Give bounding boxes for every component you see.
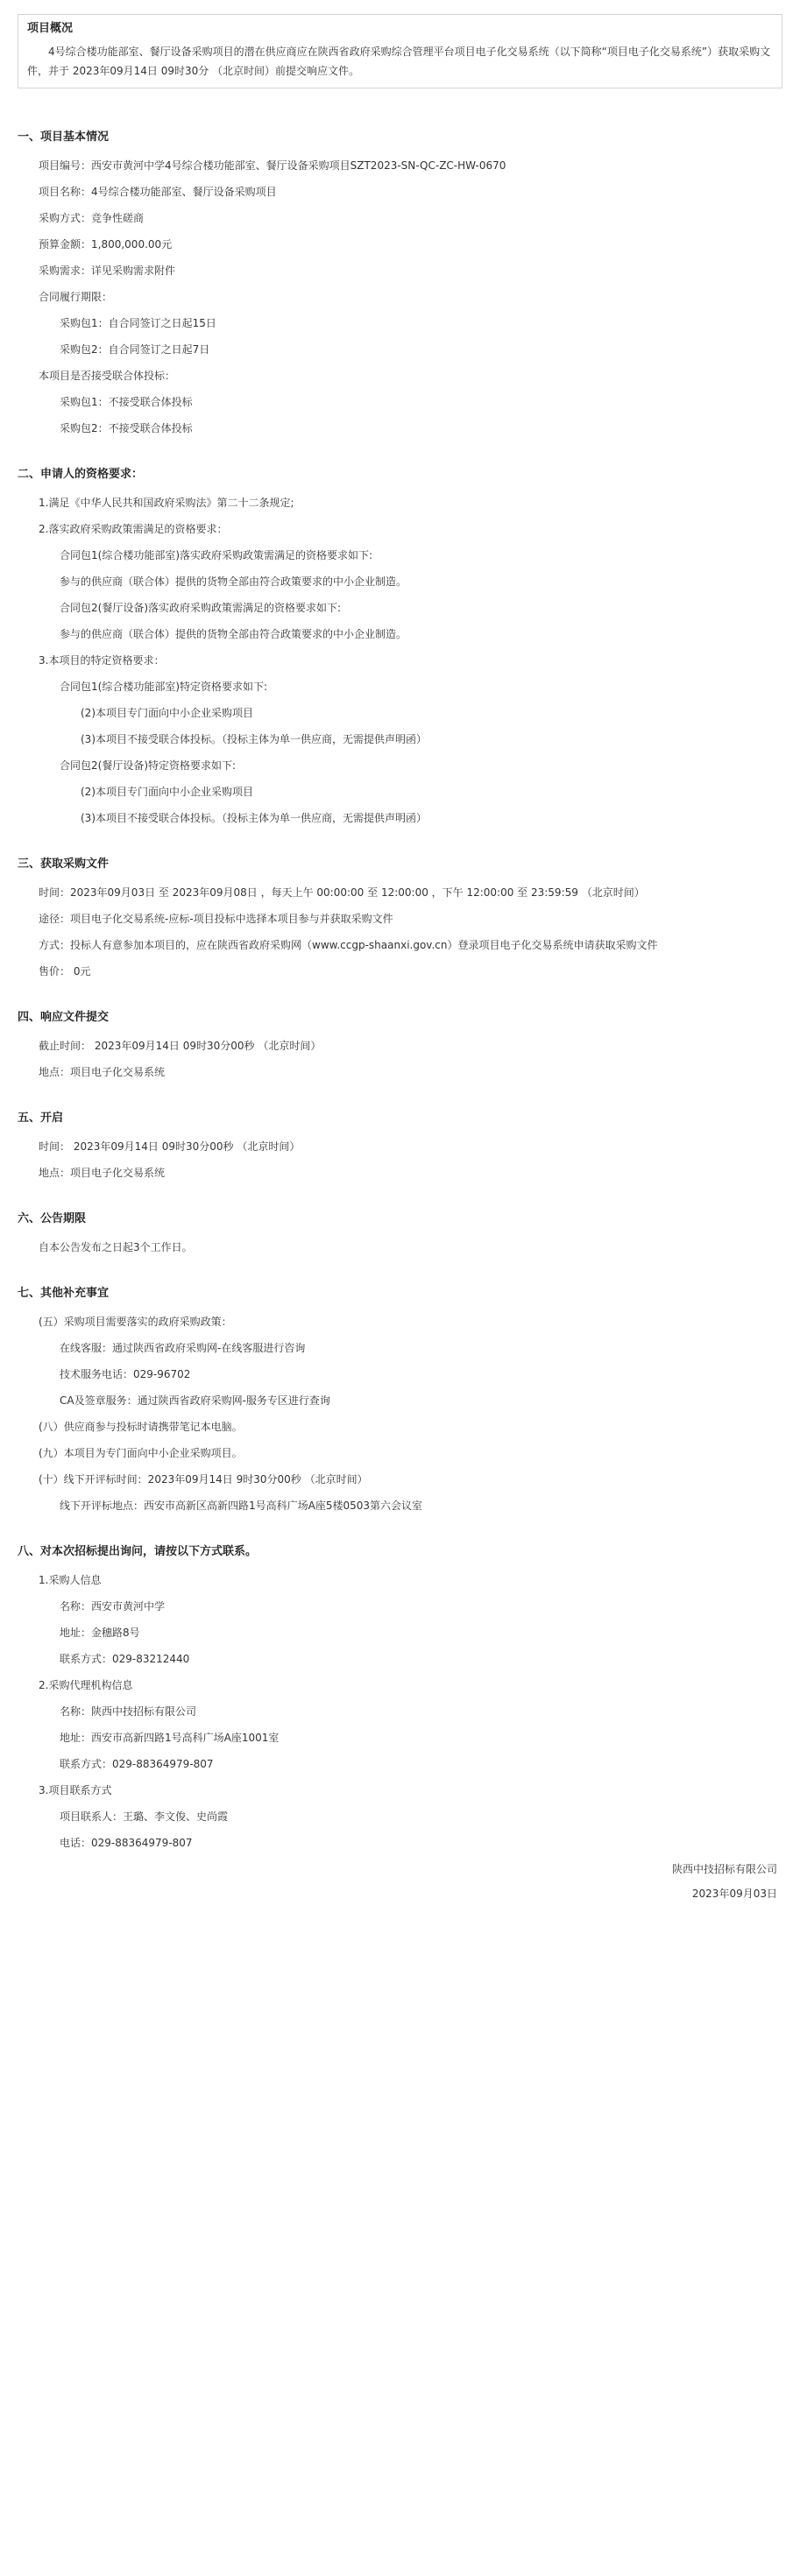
procurement-method: 采购方式：竞争性磋商	[39, 212, 145, 224]
opening-time: 时间： 2023年09月14日 09时30分00秒 （北京时间）	[39, 1140, 301, 1153]
obtain-time: 时间：2023年09月03日 至 2023年09月08日 ，每天上午 00:00:00 至 12:00:00 ，下午 12:00:00 至 23:59:59 （北京时间）	[39, 886, 645, 899]
submission-location: 地点：项目电子化交易系统	[39, 1066, 166, 1078]
other-item: (五）采购项目需要落实的政府采购政策：	[39, 1316, 232, 1328]
section-contacts	[18, 1542, 782, 1851]
agency-phone: 联系方式：029-88364979-807	[60, 1758, 214, 1770]
submission-deadline: 截止时间： 2023年09月14日 09时30分00秒 （北京时间）	[39, 1040, 322, 1052]
signature-date: 2023年09月03日	[691, 1888, 777, 1900]
budget-amount: 预算金额：1,800,000.00元	[39, 238, 173, 251]
purchaser-phone: 联系方式：029-83212440	[60, 1653, 190, 1665]
purchaser-name: 名称：西安市黄河中学	[60, 1600, 166, 1613]
section-title: 六、公告期限	[18, 1212, 87, 1225]
project-name: 项目名称：4号综合楼功能部室、餐厅设备采购项目	[39, 186, 277, 198]
opening-location: 地点：项目电子化交易系统	[39, 1167, 166, 1179]
qualification-item: 2.落实政府采购政策需满足的资格要求：	[39, 523, 228, 535]
project-contact-person: 项目联系人：王璐、李文俊、史尚霞	[60, 1810, 229, 1823]
qualification-item: (2)本项目专门面向中小企业采购项目	[81, 707, 253, 719]
contract-period-package2: 采购包2：自合同签订之日起7日	[60, 343, 210, 356]
contact-heading: 3.项目联系方式	[39, 1784, 112, 1796]
section-title: 一、项目基本情况	[18, 131, 110, 144]
section-other-matters	[18, 1283, 782, 1514]
section-opening	[18, 1108, 782, 1181]
section-submission	[18, 1007, 782, 1080]
section-title: 三、获取采购文件	[18, 857, 110, 871]
signature-company: 陕西中技招标有限公司	[671, 1863, 777, 1875]
contact-heading: 2.采购代理机构信息	[39, 1679, 133, 1691]
consortium-package1: 采购包1：不接受联合体投标	[60, 396, 193, 408]
qualification-item: 参与的供应商（联合体）提供的货物全部由符合政策要求的中小企业制造。	[60, 575, 407, 588]
contact-heading: 1.采购人信息	[39, 1574, 102, 1586]
obtain-method: 方式：投标人有意参加本项目的，应在陕西省政府采购网（www.ccgp-shaanxi.gov.cn）登录项目电子化交易系统申请获取采购文件	[39, 939, 658, 951]
signature-block	[18, 1861, 782, 1902]
section-title: 五、开启	[18, 1112, 64, 1125]
qualification-item: 合同包2(餐厅设备)特定资格要求如下:	[60, 759, 237, 772]
overview-title: 项目概况	[27, 22, 74, 35]
qualification-item: (3)本项目不接受联合体投标。（投标主体为单一供应商，无需提供声明函）	[81, 733, 428, 745]
section-title: 八、对本次招标提出询问，请按以下方式联系。	[18, 1545, 258, 1558]
other-item: 在线客服：通过陕西省政府采购网-在线客服进行咨询	[60, 1342, 306, 1354]
other-item: (九）本项目为专门面向中小企业采购项目。	[39, 1447, 243, 1459]
project-number: 项目编号：西安市黄河中学4号综合楼功能部室、餐厅设备采购项目SZT2023-SN-QC-ZC-HW-0670	[39, 159, 506, 172]
project-overview-box	[18, 14, 782, 88]
obtain-channel: 途径：项目电子化交易系统-应标-项目投标中选择本项目参与并获取采购文件	[39, 913, 393, 925]
project-contact-phone: 电话：029-88364979-807	[60, 1837, 193, 1849]
contract-period-package1: 采购包1：自合同签订之日起15日	[60, 317, 216, 329]
consortium-package2: 采购包2：不接受联合体投标	[60, 422, 193, 434]
agency-address: 地址：西安市高新四路1号高科广场A座1001室	[60, 1732, 280, 1744]
consortium-label: 本项目是否接受联合体投标：	[39, 370, 176, 382]
qualification-item: 合同包1(综合楼功能部室)特定资格要求如下:	[60, 681, 268, 693]
purchaser-address: 地址：金穗路8号	[60, 1627, 140, 1639]
qualification-item: (2)本项目专门面向中小企业采购项目	[81, 786, 253, 798]
qualification-item: (3)本项目不接受联合体投标。（投标主体为单一供应商，无需提供声明函）	[81, 812, 428, 824]
section-title: 七、其他补充事宜	[18, 1287, 110, 1300]
qualification-item: 3.本项目的特定资格要求：	[39, 654, 165, 667]
qualification-item: 合同包2(餐厅设备)落实政府采购政策需满足的资格要求如下:	[60, 602, 342, 614]
qualification-item: 合同包1(综合楼功能部室)落实政府采购政策需满足的资格要求如下:	[60, 549, 373, 561]
obtain-price: 售价： 0元	[39, 965, 91, 977]
section-basic-info	[18, 127, 782, 436]
qualification-item: 1.满足《中华人民共和国政府采购法》第二十二条规定;	[39, 497, 294, 509]
other-item: (八）供应商参与投标时请携带笔记本电脑。	[39, 1421, 243, 1433]
qualification-item: 参与的供应商（联合体）提供的货物全部由符合政策要求的中小企业制造。	[60, 628, 407, 640]
other-item: (十）线下开评标时间：2023年09月14日 9时30分00秒 （北京时间）	[39, 1473, 368, 1486]
overview-text: 4号综合楼功能部室、餐厅设备采购项目的潜在供应商应在陕西省政府采购综合管理平台项目电子化交易系统（以下简称“项目电子化交易系统”）获取采购文件，并于 2023年09月14日 09时30分 （北京时间）前提交响应文件。	[27, 46, 771, 77]
agency-name: 名称：陕西中技招标有限公司	[60, 1705, 197, 1718]
other-item: CA及签章服务：通过陕西省政府采购网-服务专区进行查询	[60, 1394, 330, 1407]
section-obtain-documents	[18, 854, 782, 979]
other-item: 技术服务电话：029-96702	[60, 1368, 191, 1380]
section-notice-period	[18, 1209, 782, 1255]
section-title: 二、申请人的资格要求：	[18, 468, 144, 481]
notice-period-text: 自本公告发布之日起3个工作日。	[39, 1241, 193, 1253]
contract-period-label: 合同履行期限：	[39, 291, 113, 303]
procurement-requirement: 采购需求：详见采购需求附件	[39, 265, 176, 277]
other-item: 线下开评标地点：西安市高新区高新四路1号高科广场A座5楼0503第六会议室	[60, 1500, 423, 1512]
section-qualifications	[18, 464, 782, 826]
section-title: 四、响应文件提交	[18, 1011, 110, 1024]
